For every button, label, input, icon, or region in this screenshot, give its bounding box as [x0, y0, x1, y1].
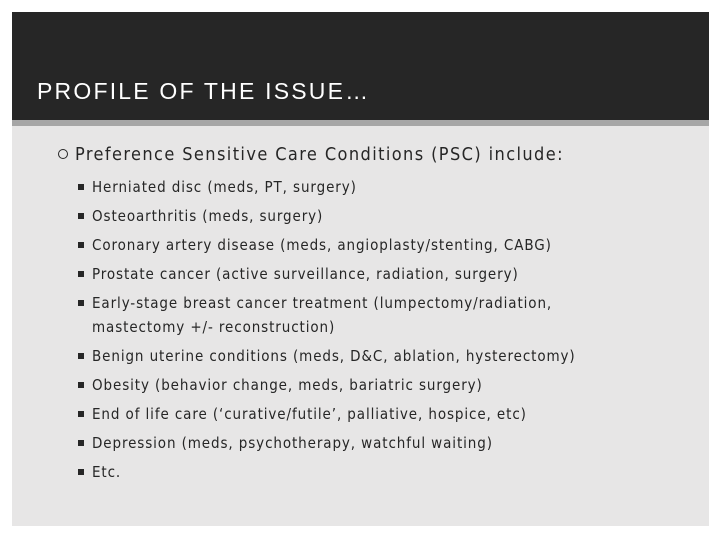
- list-item: [12, 202, 709, 231]
- list-item: [12, 429, 709, 458]
- list-item-text: Obesity (behavior change, meds, bariatric surgery): [92, 376, 483, 394]
- title-divider: [12, 120, 709, 126]
- condition-list: [12, 173, 709, 487]
- list-item: [12, 231, 709, 260]
- list-item-text-line-2: mastectomy +/- reconstruction): [92, 318, 336, 336]
- list-item: [12, 342, 709, 371]
- square-bullet-icon: [78, 411, 84, 417]
- slide-title: PROFILE OF THE ISSUE…: [37, 78, 371, 104]
- slide-content: [12, 144, 709, 487]
- main-bullet: [12, 144, 709, 166]
- list-item-text: Prostate cancer (active surveillance, radiation, surgery): [92, 265, 519, 283]
- square-bullet-icon: [78, 300, 84, 306]
- hollow-circle-bullet-icon: [58, 149, 68, 159]
- square-bullet-icon: [78, 242, 84, 248]
- main-bullet-text: Preference Sensitive Care Conditions (PSC) include:: [75, 144, 564, 165]
- list-item-text: End of life care (‘curative/futile’, palliative, hospice, etc): [92, 405, 527, 423]
- list-item: [12, 458, 709, 487]
- list-item-text: Etc.: [92, 463, 122, 481]
- list-item: [12, 260, 709, 289]
- square-bullet-icon: [78, 440, 84, 446]
- square-bullet-icon: [78, 213, 84, 219]
- list-item: [12, 289, 709, 342]
- square-bullet-icon: [78, 382, 84, 388]
- list-item: [12, 371, 709, 400]
- list-item-text: Herniated disc (meds, PT, surgery): [92, 178, 357, 196]
- list-item-text-line-1: Early-stage breast cancer treatment (lumpectomy/radiation,: [92, 294, 553, 312]
- square-bullet-icon: [78, 271, 84, 277]
- list-item-text: Osteoarthritis (meds, surgery): [92, 207, 324, 225]
- list-item: [12, 173, 709, 202]
- list-item: [12, 400, 709, 429]
- list-item-text: Benign uterine conditions (meds, D&C, ablation, hysterectomy): [92, 347, 576, 365]
- square-bullet-icon: [78, 353, 84, 359]
- list-item-text: Depression (meds, psychotherapy, watchful waiting): [92, 434, 493, 452]
- square-bullet-icon: [78, 184, 84, 190]
- list-item-text: Coronary artery disease (meds, angioplasty/stenting, CABG): [92, 236, 552, 254]
- slide: [12, 12, 709, 526]
- title-bar: [12, 12, 709, 120]
- square-bullet-icon: [78, 469, 84, 475]
